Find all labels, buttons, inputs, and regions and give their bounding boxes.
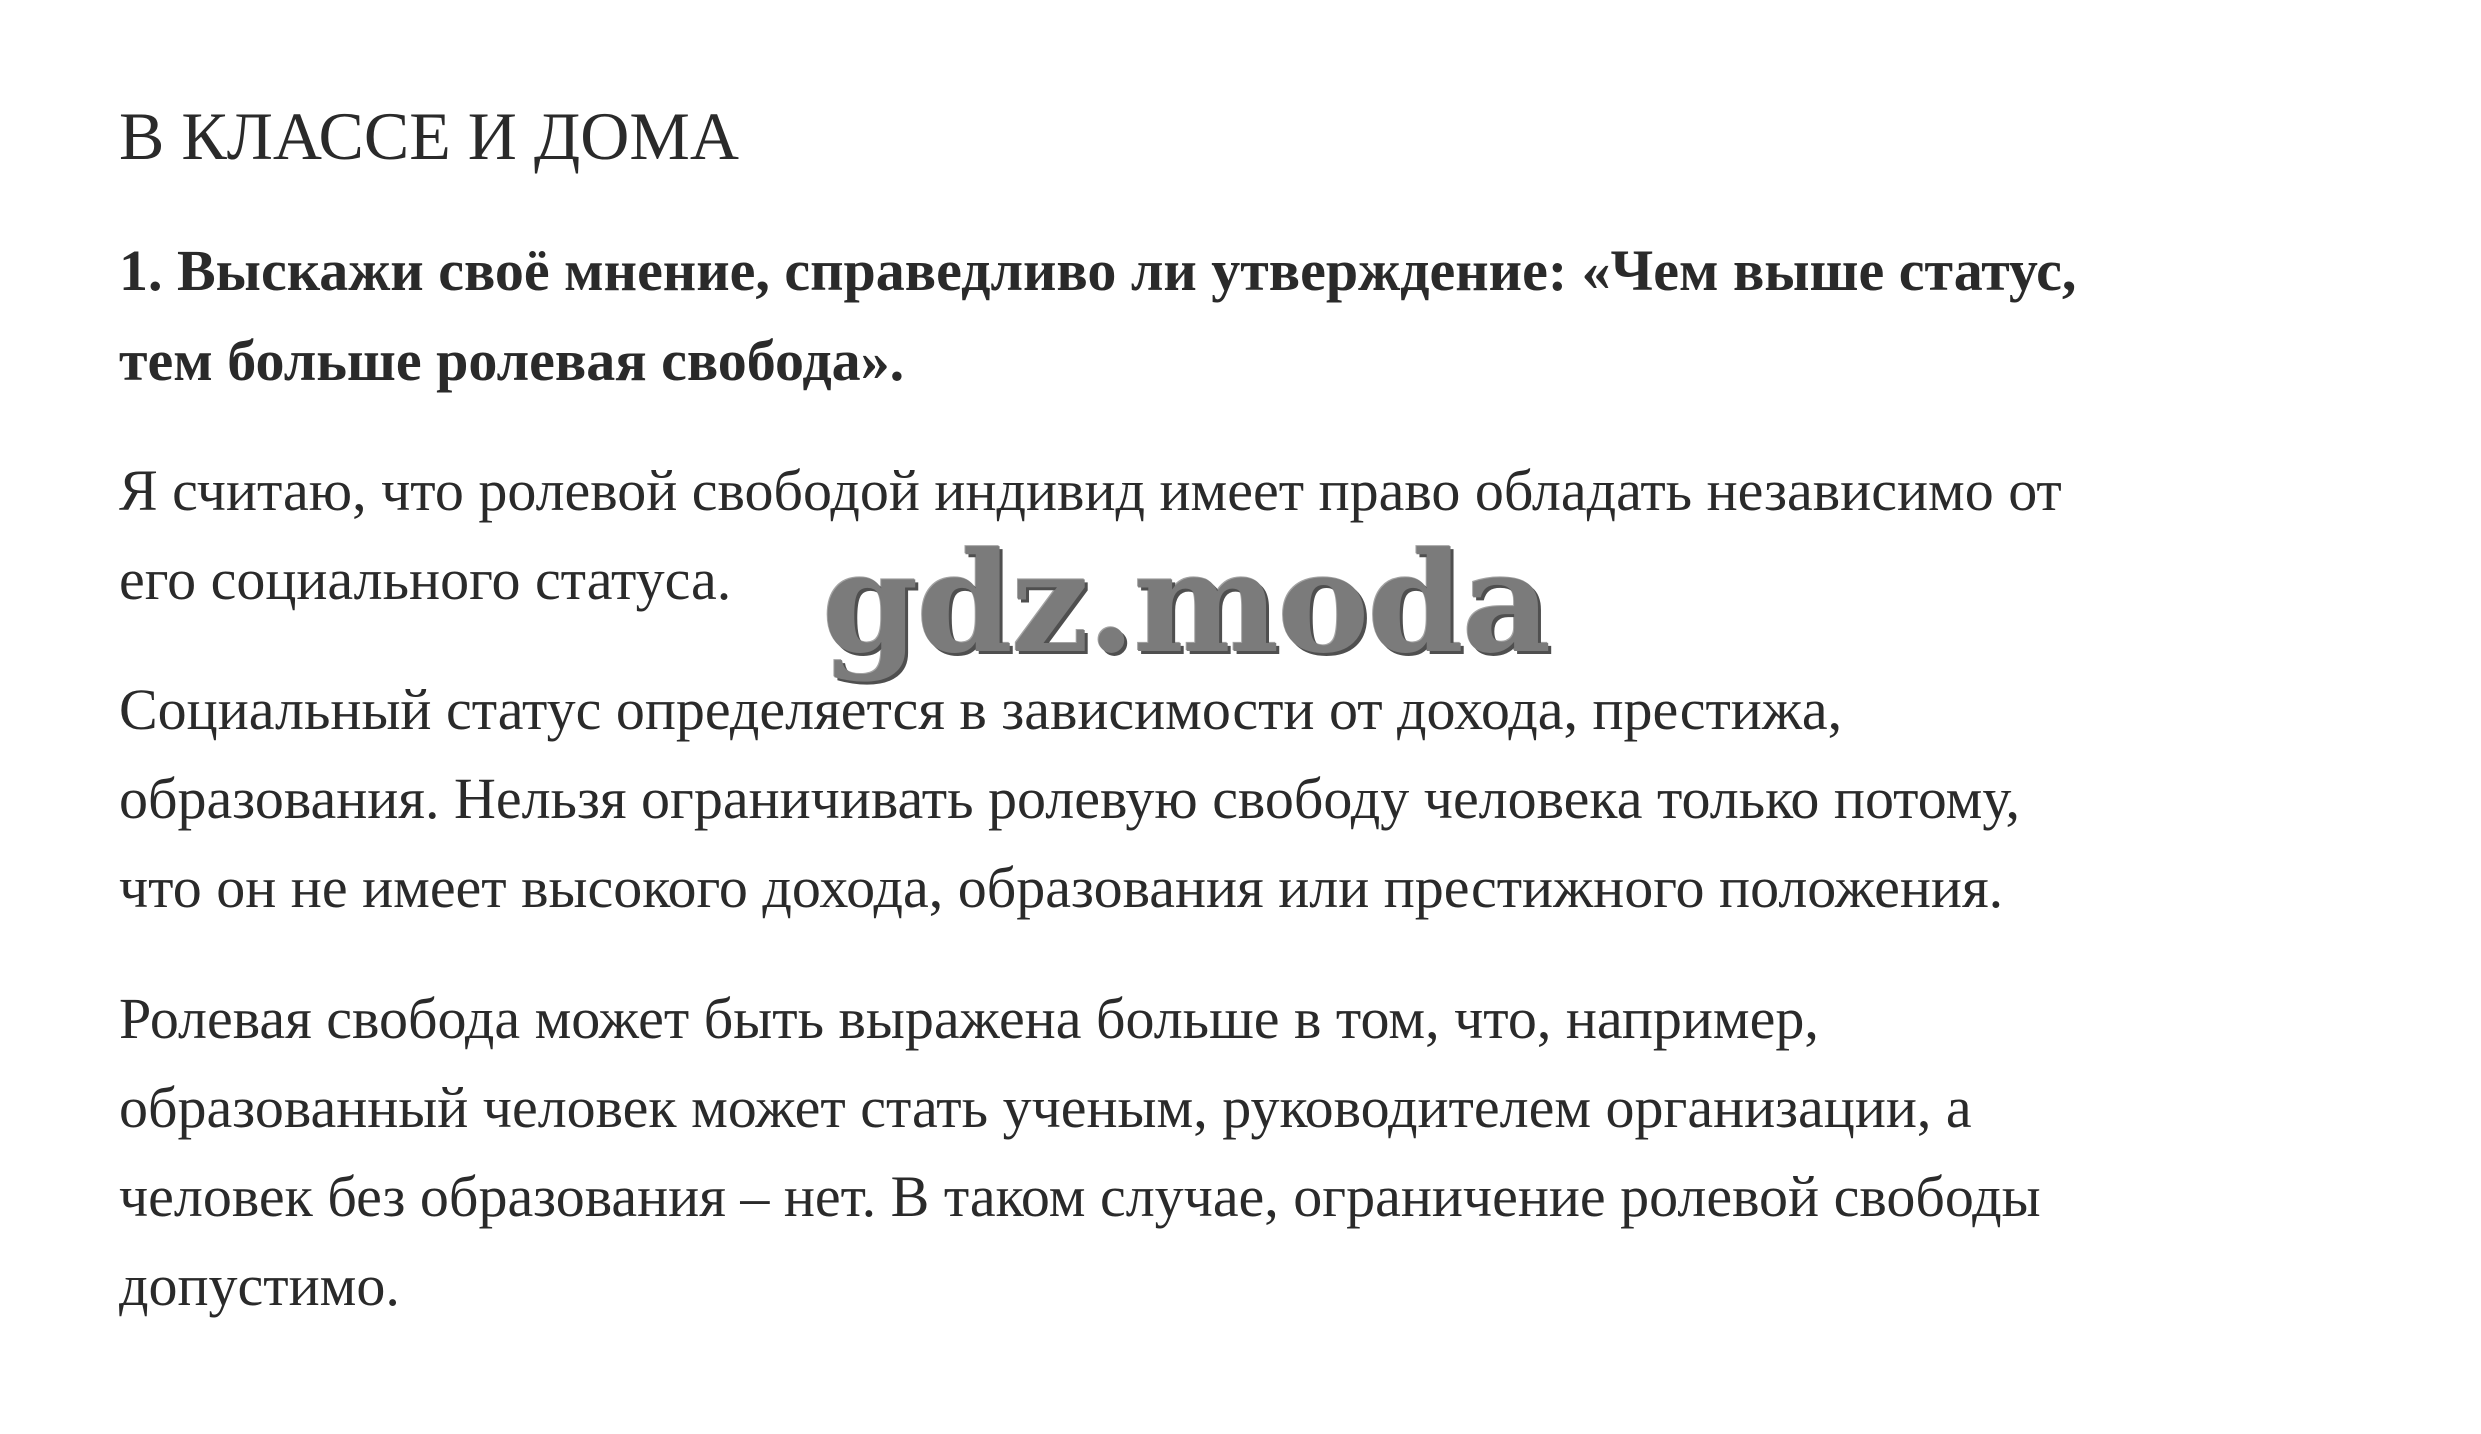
- answer-line: Я считаю, что ролевой свободой индивид имеет право обладать независимо от: [119, 458, 2062, 523]
- answer-line: образованный человек может стать ученым, руководителем организации, а: [119, 1075, 1972, 1140]
- answer-paragraph-3: [119, 974, 2409, 1330]
- watermark-logo: gdz.moda: [822, 521, 1550, 684]
- answer-line: его социального статуса.: [119, 547, 732, 612]
- answer-line: что он не имеет высокого дохода, образования или престижного положения.: [119, 855, 2004, 920]
- answer-line: образования. Нельзя ограничивать ролевую свободу человека только потому,: [119, 766, 2021, 831]
- answer-paragraph-2: [119, 665, 2409, 932]
- question-line: тем больше ролевая свобода».: [119, 328, 905, 393]
- answer-line: Ролевая свобода может быть выражена больше в том, что, например,: [119, 986, 1819, 1051]
- answer-line: допустимо.: [119, 1253, 400, 1318]
- section-heading: В КЛАССЕ И ДОМА: [119, 98, 739, 174]
- question-text: [119, 226, 2409, 406]
- answer-line: Социальный статус определяется в зависимости от дохода, престижа,: [119, 677, 1843, 742]
- answer-line: человек без образования – нет. В таком случае, ограничение ролевой свободы: [119, 1164, 2041, 1229]
- question-line: 1. Выскажи своё мнение, справедливо ли утверждение: «Чем выше статус,: [119, 238, 2077, 303]
